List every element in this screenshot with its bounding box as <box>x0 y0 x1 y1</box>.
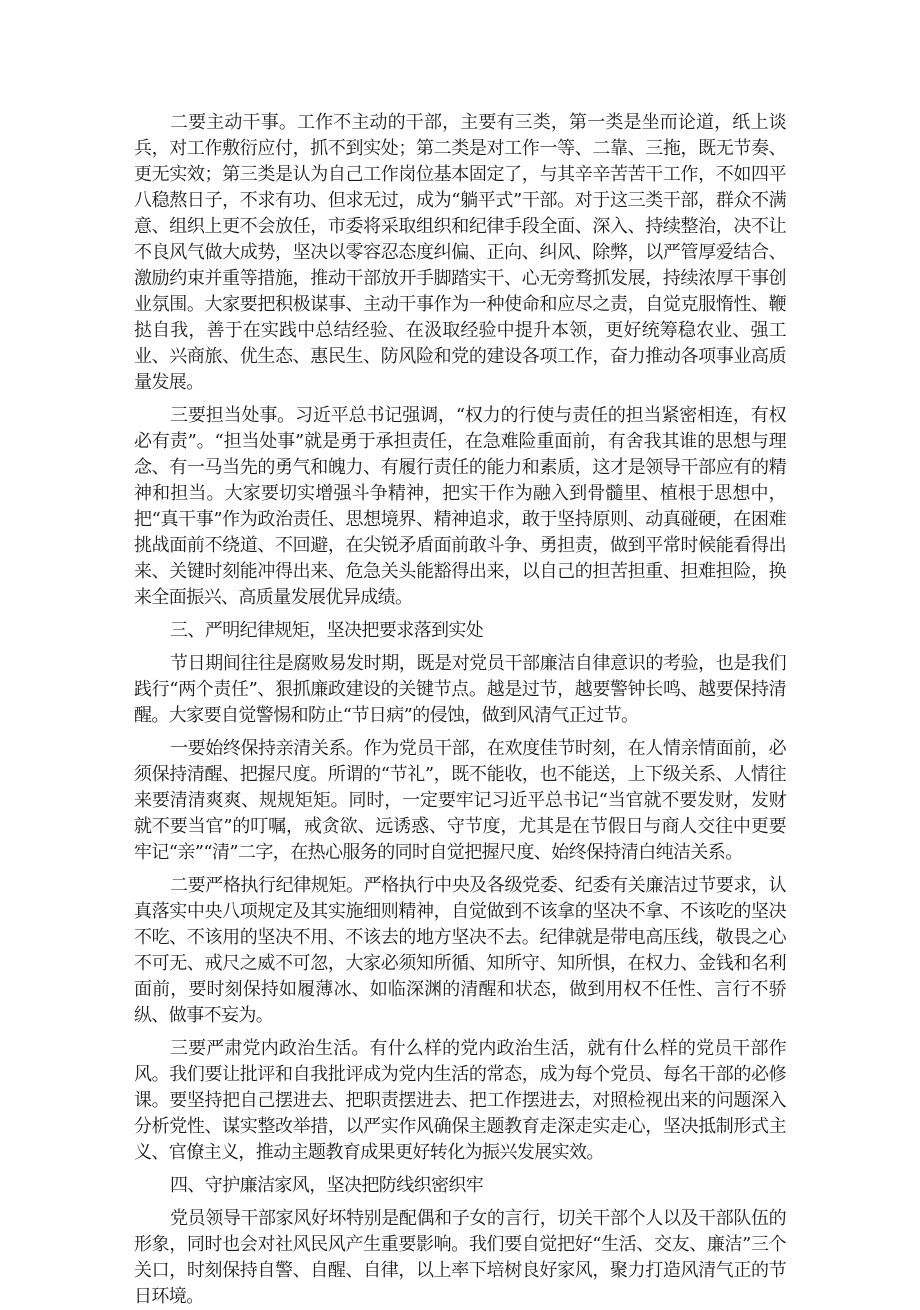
paragraph-take-responsibility: 三要担当处事。习近平总书记强调，“权力的行使与责任的担当紧密相连，有权必有责”。“担当处事”就是勇于承担责任，在急难险重面前，有舍我其谁的思想与理念、有一马当先的勇气和魄力、有履行责任的能力和素质，这才是领导干部应有的精神和担当。大家要切实增强斗争精神，把实干作为融入到骨髓里、植根于思想中，把“真干事”作为政治责任、思想境界、精神追求，敢于坚持原则、动真碰硬，在困难挑战面前不绕道、不回避，在尖锐矛盾面前敢斗争、勇担责，做到平常时候能看得出来、关键时刻能冲得出来、危急关头能豁得出来，以自己的担苦担重、担难担险，换来全面振兴、高质量发展优异成绩。 <box>134 405 786 608</box>
paragraph-active-work: 二要主动干事。工作不主动的干部，主要有三类，第一类是坐而论道，纸上谈兵，对工作敷衍应付，抓不到实处；第二类是对工作一等、二靠、三拖，既无节奏、更无实效；第三类是认为自己工作岗位基本固定了，与其辛辛苦苦干工作，不如四平八稳熬日子，不求有功、但求无过，成为“躺平式”干部。对于这三类干部，群众不满意、组织上更不会放任，市委将采取组织和纪律手段全面、深入、持续整治，决不让不良风气做大成势，坚决以零容忍态度纠偏、正向、纠风、除弊，以严管厚爱结合、激励约束并重等措施，推动干部放开手脚踏实干、心无旁骛抓发展，持续浓厚干事创业氛围。大家要把积极谋事、主动干事作为一种使命和应尽之责，自觉克服惰性、鞭挞自我，善于在实践中总结经验、在汲取经验中提升本领，更好统筹稳农业、强工业、兴商旅、优生态、惠民生、防风险和党的建设各项工作，奋力推动各项事业高质量发展。 <box>134 112 786 393</box>
paragraph-clean-relations: 一要始终保持亲清关系。作为党员干部，在欢度佳节时刻，在人情亲情面前，必须保持清醒、把握尺度。所谓的“节礼”，既不能收，也不能送，上下级关系、人情往来要清清爽爽、规规矩矩。同时，一定要牢记习近平总书记“当官就不要发财，发财就不要当官”的叮嘱，戒贪欲、远诱惑、守节度，尤其是在节假日与商人交往中更要牢记“亲”“清”二字，在热心服务的同时自觉把握尺度、始终保持清白纯洁关系。 <box>134 738 786 863</box>
section-heading-discipline: 三、严明纪律规矩，坚决把要求落到实处 <box>170 620 484 641</box>
paragraph-party-political-life: 三要严肃党内政治生活。有什么样的党内政治生活，就有什么样的党员干部作风。我们要让批评和自我批评成为党内生活的常态，成为每个党员、每名干部的必修课。要坚持把自己摆进去、把职责摆进去、把工作摆进去，对照检视出来的问题深入分析党性、谋实整改举措，以严实作风确保主题教育走深走实走心，坚决抵制形式主义、官僚主义，推动主题教育成果更好转化为振兴发展实效。 <box>134 1038 786 1163</box>
paragraph-family-style: 党员领导干部家风好坏特别是配偶和子女的言行，切关干部个人以及干部队伍的形象，同时也会对社风民风产生重要影响。我们要自觉把好“生活、交友、廉洁”三个关口，时刻保持自警、自醒、自律，以上率下培树良好家风，聚力打造风清气正的节日环境。 <box>134 1208 786 1307</box>
section-heading-family-style: 四、守护廉洁家风，坚决把防线织密织牢 <box>170 1175 484 1196</box>
paragraph-holiday-corruption: 节日期间往往是腐败易发时期，既是对党员干部廉洁自律意识的考验，也是我们践行“两个责任”、狠抓廉政建设的关键节点。越是过节，越要警钟长鸣、越要保持清醒。大家要自觉警惕和防止“节日病”的侵蚀，做到风清气正过节。 <box>134 653 786 726</box>
paragraph-discipline-rules: 二要严格执行纪律规矩。严格执行中央及各级党委、纪委有关廉洁过节要求，认真落实中央八项规定及其实施细则精神，自觉做到不该拿的坚决不拿、不该吃的坚决不吃、不该用的坚决不用、不该去的地方坚决不去。纪律就是带电高压线，敬畏之心不可无、戒尺之威不可忽，大家必须知所循、知所守、知所惧，在权力、金钱和名利面前，要时刻保持如履薄冰、如临深渊的清醒和状态，做到用权不任性、言行不骄纵、做事不妄为。 <box>134 875 786 1026</box>
